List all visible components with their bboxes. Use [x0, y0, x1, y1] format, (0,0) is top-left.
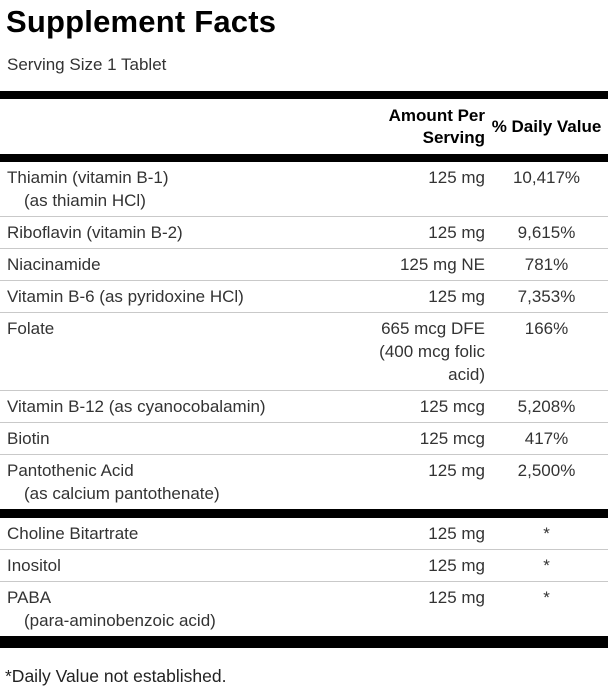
nutrient-name: Vitamin B-6 (as pyridoxine HCl): [7, 287, 244, 306]
nutrient-name: Vitamin B-12 (as cyanocobalamin): [7, 397, 266, 416]
column-header-row: [0, 99, 608, 154]
amount-per-serving-value: 665 mcg DFE (400 mcg folic acid): [367, 313, 485, 391]
nutrient-name-cell: [0, 391, 367, 423]
nutrients-table-other: [0, 518, 608, 636]
amount-per-serving-value: 125 mcg: [367, 391, 485, 423]
nutrient-name: Inositol: [7, 556, 61, 575]
serving-size: Serving Size 1 Tablet: [7, 55, 167, 74]
nutrient-subname: (para-aminobenzoic acid): [24, 611, 216, 630]
nutrient-name: Biotin: [7, 429, 50, 448]
nutrient-name-cell: [0, 281, 367, 313]
nutrient-name-cell: [0, 162, 367, 217]
daily-value-percent: *: [485, 550, 608, 582]
nutrient-row: [0, 162, 608, 217]
nutrient-row: [0, 550, 608, 582]
amount-per-serving-value: 125 mg: [428, 524, 485, 543]
amount-per-serving-value: 125 mg: [367, 582, 485, 637]
nutrient-row: [0, 518, 608, 550]
daily-value-percent: 417%: [485, 423, 608, 455]
daily-value-percent: 5,208%: [485, 391, 608, 423]
daily-value-percent: 9,615%: [485, 217, 608, 249]
nutrients-table-vitamins: [0, 162, 608, 509]
amount-per-serving-value: 125 mg: [428, 168, 485, 187]
nutrient-name: Thiamin (vitamin B-1): [7, 168, 169, 187]
nutrient-name-cell: [0, 217, 367, 249]
nutrient-name: Choline Bitartrate: [7, 524, 139, 543]
nutrient-name-cell: [0, 313, 367, 391]
daily-value-footnote: *Daily Value not established.: [5, 666, 227, 686]
nutrient-row: [0, 313, 608, 391]
column-header-empty: [0, 99, 367, 154]
column-header-table: [0, 99, 608, 154]
amount-per-serving-value: 125 mg: [367, 550, 485, 582]
column-header-percent-daily-value: % Daily Value: [491, 117, 602, 136]
daily-value-percent: 2,500%: [485, 455, 608, 510]
nutrient-subname: (as calcium pantothenate): [24, 484, 220, 503]
daily-value-percent: 781%: [485, 249, 608, 281]
nutrient-row: [0, 217, 608, 249]
amount-per-serving-value: 125 mg NE: [367, 249, 485, 281]
nutrient-row: [0, 582, 608, 637]
divider-heavy-middle: [0, 509, 608, 518]
nutrient-name: Niacinamide: [7, 255, 101, 274]
nutrient-row: [0, 391, 608, 423]
nutrient-name-cell: [0, 455, 367, 510]
nutrient-row: [0, 455, 608, 510]
divider-heavy-bottom: [0, 636, 608, 648]
amount-per-serving-value: 125 mg: [367, 455, 485, 510]
nutrient-name-cell: [0, 582, 367, 637]
panel-title: Supplement Facts: [6, 4, 277, 39]
nutrient-name-cell: [0, 518, 367, 550]
amount-per-serving-value: 125 mg: [367, 281, 485, 313]
daily-value-percent: 7,353%: [485, 281, 608, 313]
nutrient-row: [0, 249, 608, 281]
nutrient-row: [0, 281, 608, 313]
nutrient-name-cell: [0, 249, 367, 281]
column-header-amount-per-serving: Amount Per Serving: [388, 106, 485, 147]
nutrient-name: PABA: [7, 588, 52, 607]
daily-value-percent: *: [543, 524, 550, 543]
nutrient-name: Pantothenic Acid: [7, 461, 134, 480]
nutrient-subname: (as thiamin HCl): [24, 191, 146, 210]
nutrient-name-cell: [0, 550, 367, 582]
amount-per-serving-value: 125 mg: [367, 217, 485, 249]
nutrient-row: [0, 423, 608, 455]
divider-heavy-top: [0, 91, 608, 99]
supplement-facts-panel: [0, 4, 608, 688]
daily-value-percent: 166%: [485, 313, 608, 391]
daily-value-percent: *: [485, 582, 608, 637]
nutrient-name: Folate: [7, 319, 55, 338]
amount-per-serving-value: 125 mcg: [367, 423, 485, 455]
nutrient-name-cell: [0, 423, 367, 455]
daily-value-percent: 10,417%: [512, 168, 581, 187]
divider-heavy-header: [0, 154, 608, 162]
nutrient-name: Riboflavin (vitamin B-2): [7, 223, 183, 242]
